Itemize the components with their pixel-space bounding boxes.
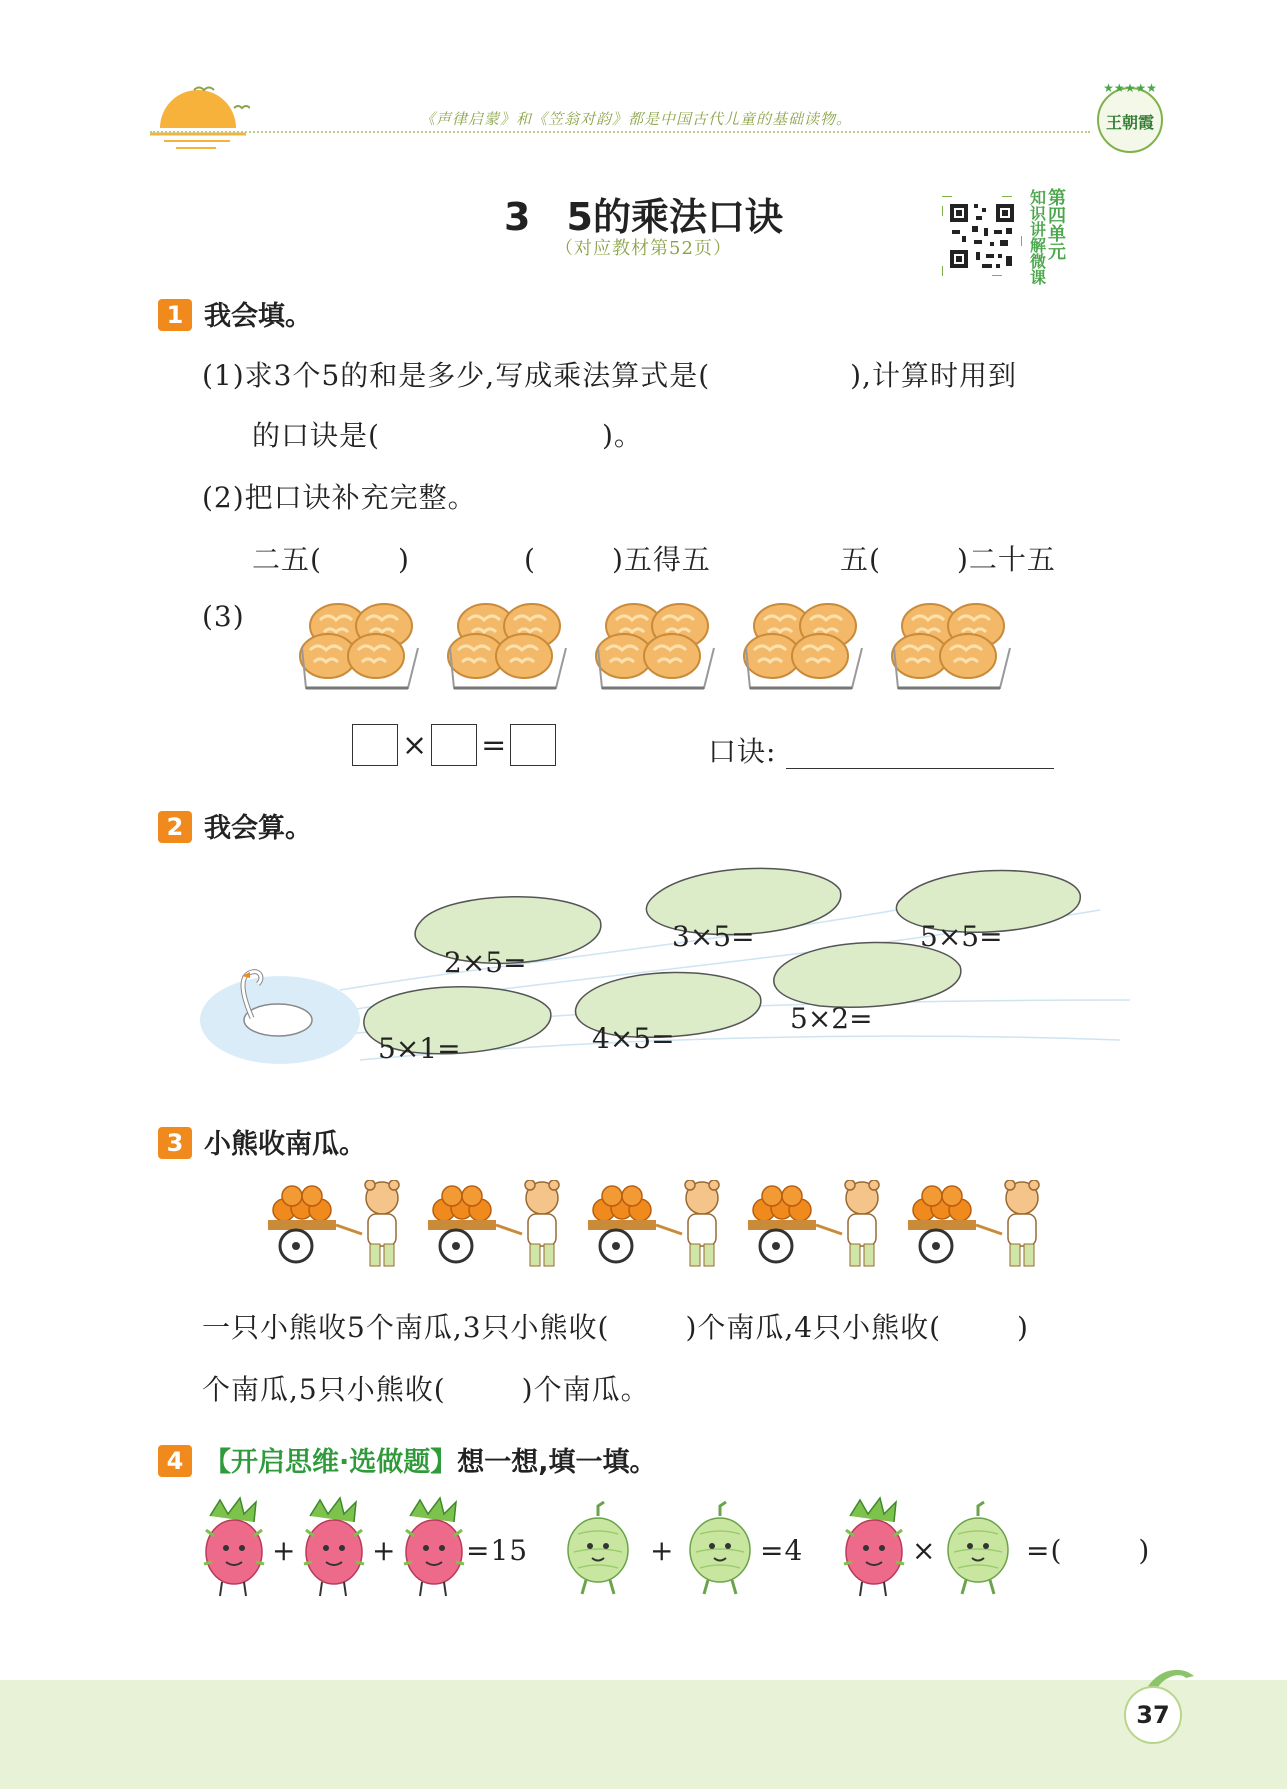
question-3-header (158, 1122, 366, 1161)
text: 五( (840, 543, 881, 576)
text: ) (397, 543, 410, 576)
bracket-left: 【 (204, 1447, 231, 1478)
qr-label-char: 微 (1030, 252, 1047, 271)
text: ) (1138, 1534, 1151, 1567)
page-title (0, 186, 1287, 241)
text: (1)求3个5的和是多少,写成乘法算式是( (202, 359, 711, 392)
svg-text:★★★★★: ★★★★★ (1103, 81, 1157, 95)
leaf-equation: 2×5= (444, 946, 527, 979)
text: 的口诀是( (252, 419, 380, 452)
question-heading: 小熊收南瓜。 (204, 1129, 366, 1160)
qr-label-char: 解 (1030, 236, 1047, 255)
publisher-logo-icon (1090, 78, 1170, 158)
text: )二十五 (956, 543, 1056, 576)
answer-box[interactable] (431, 724, 477, 766)
rhyme-3 (840, 538, 1056, 578)
koujue-answer-line[interactable] (786, 768, 1054, 769)
optional-tag: 开启思维·选做题 (231, 1447, 431, 1478)
page-number: 37 (1124, 1686, 1182, 1744)
question-badge: 2 (158, 811, 192, 843)
answer-equation (1026, 1534, 1150, 1567)
qr-label-char: 课 (1030, 268, 1047, 287)
sunset-icon (150, 78, 250, 152)
qr-label (1030, 190, 1070, 286)
bracket-right: 】 (430, 1447, 458, 1478)
q1-part1-line2 (252, 414, 643, 454)
leaf-equation: 5×2= (790, 1002, 873, 1035)
equation-result: =15 (466, 1534, 529, 1567)
leaf-equation: 5×1= (378, 1032, 461, 1065)
text: )。 (601, 419, 643, 452)
unit-label-char: 第 (1048, 188, 1067, 209)
leaf-equation: 4×5= (592, 1022, 675, 1055)
koujue-label: 口诀: (708, 735, 777, 768)
question-heading: 我会算。 (204, 813, 312, 844)
answer-box[interactable] (510, 724, 556, 766)
publisher-logo (1090, 78, 1170, 158)
q1-part2-prompt: (2)把口诀补充完整。 (202, 481, 477, 514)
q1-part3-prompt: (3) (202, 600, 245, 633)
fruit-equations-illustration (200, 1496, 1070, 1606)
header-divider (150, 131, 1090, 133)
times-sign: × (912, 1534, 937, 1567)
qr-label-char: 知 (1030, 188, 1047, 207)
unit-label-char: 单 (1048, 224, 1067, 245)
plus-sign: + (650, 1534, 675, 1567)
rhyme-2 (524, 538, 711, 578)
plus-sign: + (272, 1534, 297, 1567)
text: ),计算时用到 (850, 359, 1017, 392)
text: 一只小熊收5个南瓜,3只小熊收( (202, 1311, 610, 1344)
bear-cart-illustration (262, 1180, 1062, 1280)
pond-illustration (200, 860, 1140, 1090)
textbook-reference: （对应教材第52页） (555, 238, 732, 259)
question-badge: 1 (158, 299, 192, 331)
unit-label-char: 元 (1048, 242, 1067, 263)
text: )个南瓜。 (521, 1373, 650, 1406)
text: ( (524, 543, 536, 576)
lesson-title-text: 5的乘法口诀 (566, 195, 783, 239)
times-sign: × (402, 727, 428, 763)
equals-sign: = (481, 727, 507, 763)
question-heading: 我会填。 (204, 301, 312, 332)
plus-sign: + (372, 1534, 397, 1567)
rhyme-1 (252, 538, 410, 578)
q3-line2 (202, 1368, 650, 1408)
qr-label-char: 讲 (1030, 220, 1047, 239)
question-heading: 想一想,填一填。 (457, 1447, 657, 1478)
question-badge: 4 (158, 1445, 192, 1477)
text: 个南瓜,5只小熊收( (202, 1373, 446, 1406)
q1-part1-line1 (202, 354, 1017, 394)
answer-box[interactable] (352, 724, 398, 766)
qr-code-icon[interactable] (942, 196, 1022, 276)
q3-line1 (202, 1306, 1029, 1346)
footer-band (0, 1680, 1287, 1789)
qr-label-char: 识 (1030, 204, 1047, 223)
text: )个南瓜,4只小熊收( (685, 1311, 942, 1344)
text: )五得五 (611, 543, 711, 576)
question-1-header (158, 294, 312, 333)
header-quote: 《声律启蒙》和《笠翁对韵》都是中国古代儿童的基础读物。 (420, 110, 853, 128)
unit-label-char: 四 (1048, 206, 1067, 227)
question-2-header (158, 806, 312, 845)
bread-tray-illustration (298, 596, 1034, 696)
question-4-header (158, 1440, 657, 1479)
text: 二五( (252, 543, 322, 576)
leaf-equation: 3×5= (672, 920, 755, 953)
leaf-equation: 5×5= (920, 920, 1003, 953)
text: ) (1017, 1311, 1029, 1344)
equation-result: =4 (760, 1534, 804, 1567)
equation-boxes (352, 724, 556, 766)
question-badge: 3 (158, 1127, 192, 1159)
lesson-number: 3 (504, 195, 531, 239)
text: =( (1026, 1534, 1063, 1567)
logo-text: 王朝霞 (1105, 113, 1155, 132)
